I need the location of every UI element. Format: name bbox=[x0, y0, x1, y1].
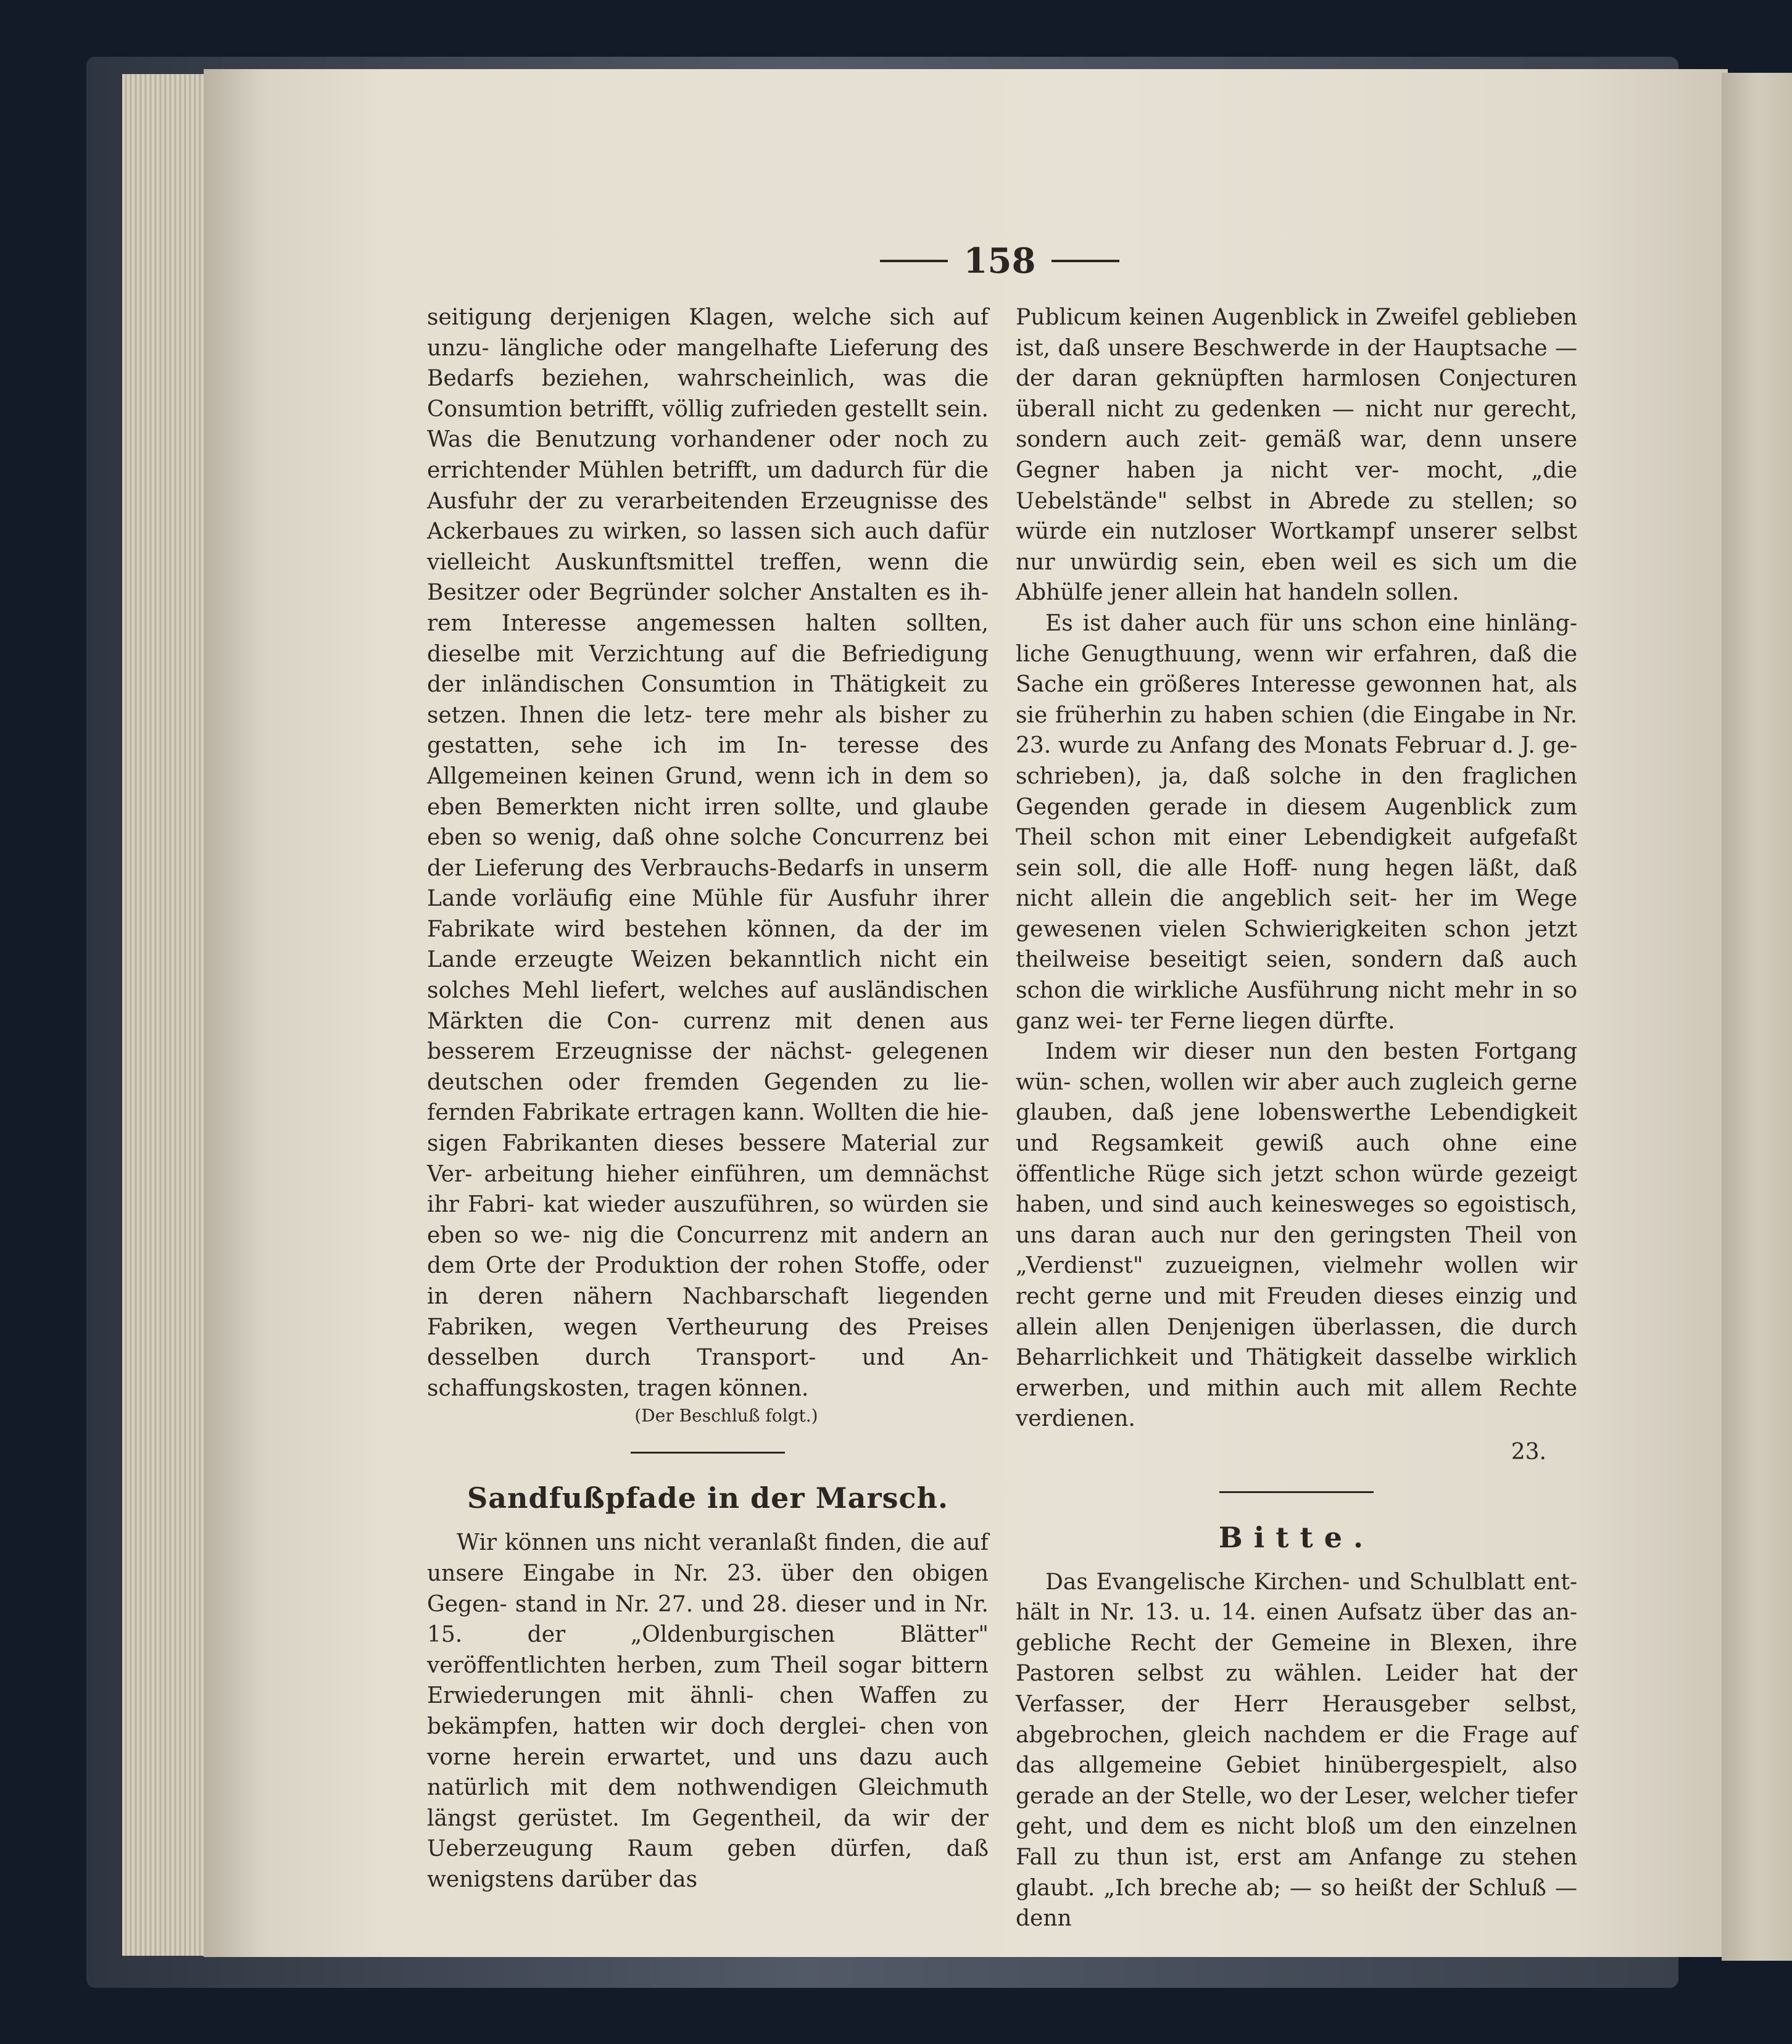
left-article-paragraph: Wir können uns nicht veranlaßt finden, die auf unsere Eingabe in Nr. 23. über den obigen Gegen- stand in Nr. 27. und 28. dieser und in Nr. 15. der „Oldenburgischen Blätter" veröffentlichten herben, zum Theil sogar bittern Erwiederungen mit ähnli- chen Waffen zu bekämpfen, hatten wir doch derglei- chen von vorne herein erwartet, und uns dazu auch natürlich mit dem nothwendigen Gleichmuth längst gerüstet. Im Gegentheil, da wir der Ueberzeugung Raum geben dürfen, daß wenigstens darüber das bbox=[427, 1530, 989, 1892]
header-rule-left bbox=[880, 260, 948, 262]
section-divider bbox=[631, 1452, 785, 1454]
right-paragraph-1: Publicum keinen Augenblick in Zweifel geblieben ist, daß unsere Beschwerde in der Hauptsache — der daran geknüpften harmlosen Conjecturen überall nicht zu gedenken — nicht nur gerecht, sondern auch zeit- gemäß war, denn unsere Gegner haben ja nicht ver- mocht, „die Uebelstände" selbst in Abrede zu stellen; so würde ein nutzloser Wortkampf unserer selbst nur unwürdig sein, eben weil es sich um die Abhülfe jener allein hat handeln sollen. bbox=[1016, 305, 1577, 606]
header-rule-right bbox=[1052, 260, 1119, 262]
left-column bbox=[427, 302, 989, 1895]
right-column bbox=[1016, 302, 1577, 1934]
left-paragraph-1: seitigung derjenigen Klagen, welche sich auf unzu- längliche oder mangelhafte Lieferung des Bedarfs beziehen, wahrscheinlich, was die Consumtion betrifft, völlig zufrieden gestellt sein. Was die Benutzung vorhandener oder noch zu errichtender Mühlen betrifft, um dadurch für die Ausfuhr der zu verarbeitenden Erzeugnisse des Ackerbaues zu wirken, so lassen sich auch dafür vielleicht Auskunftsmittel treffen, wenn die Besitzer oder Begründer solcher Anstalten es ih- rem Interesse angemessen halten sollten, dieselbe mit Verzichtung auf die Befriedigung der inländischen Consumtion in Thätigkeit zu setzen. Ihnen die letz- tere mehr als bisher zu gestatten, sehe ich im In- teresse des Allgemeinen keinen Grund, wenn ich in dem so eben Bemerkten nicht irren sollte, und glaube eben so wenig, daß ohne solche Concurrenz bei der Lieferung des Verbrauchs-Bedarfs in unserm Lande vorläufig eine Mühle für Ausfuhr ihrer Fabrikate wird bestehen können, da der im Lande erzeugte Weizen bekanntlich nicht ein solches Mehl liefert, welches auf ausländischen Märkten die Con- currenz mit denen aus besserem Erzeugnisse der nächst- gelegenen deutschen oder fremden Gegenden zu lie- fernden Fabrikate ertragen kann. Wollten die hie- sigen Fabrikanten dieses bessere Material zur Ver- arbeitung hieher einführen, um demnächst ihr Fabri- kat wieder auszuführen, so würden sie eben so we- nig die Concurrenz mit andern an dem Orte der Produktion der rohen Stoffe, oder in deren nähern Nachbarschaft liegenden Fabriken, wegen Vertheurung des Preises desselben durch Transport- und An- schaffungskosten, tragen können. bbox=[427, 305, 989, 1401]
right-paragraph-3: Indem wir dieser nun den besten Fortgang wün- schen, wollen wir aber auch zugleich gerne glauben, daß jene lobenswerthe Lebendigkeit und Regsamkeit gewiß auch ohne eine öffentliche Rüge sich jetzt schon würde gezeigt haben, und sind auch keinesweges so egoistisch, uns daran auch nur den geringsten Theil von „Verdienst" zuzueignen, vielmehr wollen wir recht gerne und mit Freuden dieses einzig und allein allen Denjenigen überlassen, die durch Beharrlichkeit und Thätigkeit dasselbe wirklich erwerben, und mithin auch mit allem Rechte verdienen. bbox=[1016, 1039, 1577, 1432]
page-header bbox=[845, 239, 1154, 283]
author-signature: 23. bbox=[1511, 1439, 1546, 1465]
right-paragraph-2: Es ist daher auch für uns schon eine hinläng- liche Genugthuung, wenn wir erfahren, daß die Sache ein größeres Interesse gewonnen hat, als sie früherhin zu haben schien (die Eingabe in Nr. 23. wurde zu Anfang des Monats Februar d. J. ge- schrieben), ja, daß solche in den fraglichen Gegenden gerade in diesem Augenblick zum Theil schon mit einer Lebendigkeit aufgefaßt sein soll, die alle Hoff- nung hegen läßt, daß nicht allein die angeblich seit- her im Wege gewesenen vielen Schwierigkeiten schon jetzt theilweise beseitigt seien, sondern daß auch schon die wirkliche Ausführung nicht mehr in so ganz wei- ter Ferne liegen dürfte. bbox=[1016, 610, 1577, 1034]
right-article-paragraph: Das Evangelische Kirchen- und Schulblatt ent- hält in Nr. 13. u. 14. einen Aufsatz über das an- gebliche Recht der Gemeine in Blexen, ihre Pastoren selbst zu wählen. Leider hat der Verfasser, der Herr Herausgeber selbst, abgebrochen, gleich nachdem er die Frage auf das allgemeine Gebiet hinübergespielt, also gerade an der Stelle, wo der Leser, welcher tiefer geht, und dem es nicht bloß um den einzelnen Fall zu thun ist, erst am Anfange zu stehen glaubt. „Ich breche ab; — so heißt der Schluß — denn bbox=[1016, 1569, 1577, 1932]
article-title-sandfusspfade: Sandfußpfade in der Marsch. bbox=[467, 1481, 948, 1515]
facing-page-edge bbox=[1722, 73, 1792, 1961]
continuation-note: (Der Beschluß folgt.) bbox=[634, 1405, 818, 1426]
page-number: 158 bbox=[963, 241, 1036, 281]
article-title-bitte: Bitte. bbox=[1218, 1520, 1375, 1554]
section-divider-right bbox=[1219, 1491, 1374, 1493]
